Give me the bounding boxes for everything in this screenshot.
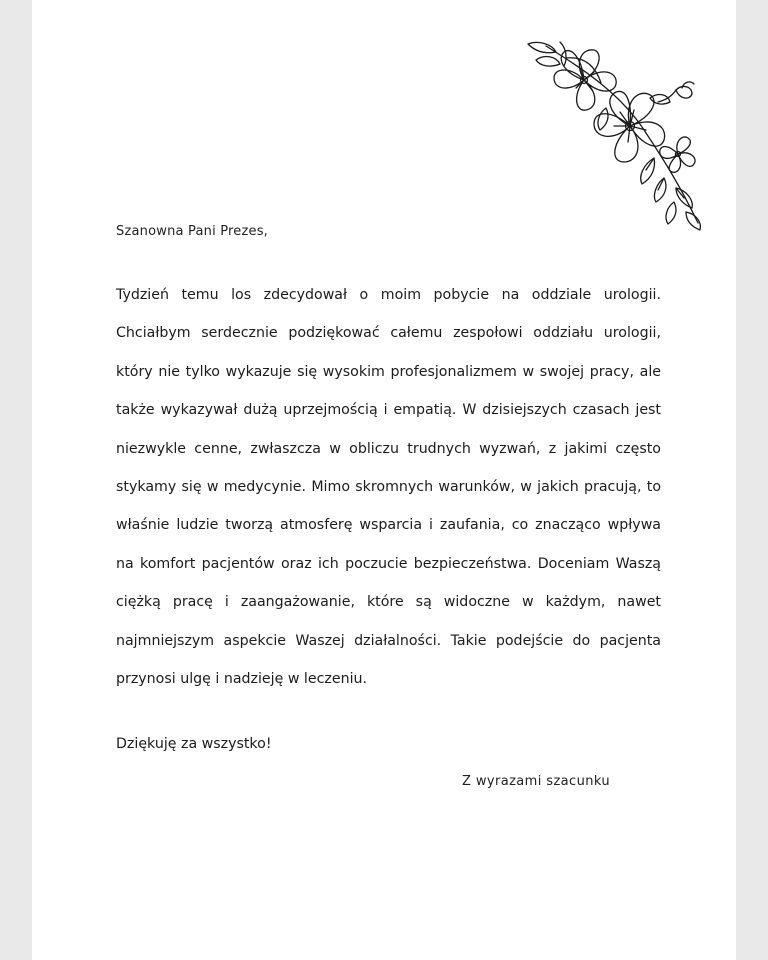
flower-corner-icon	[526, 38, 706, 233]
letter-page	[32, 0, 736, 960]
closing-line: Z wyrazami szacunku	[462, 774, 611, 789]
thanks-line: Dziękuję za wszystko!	[116, 736, 272, 752]
salutation: Szanowna Pani Prezes,	[116, 224, 269, 239]
letter-body: Tydzień temu los zdecydował o moim pobycie na oddziale urologii. Chciałbym serdecznie podziękować całemu zespołowi oddziału urologii, który nie tylko wykazuje się wysokim profesjonalizmem w swojej pracy, ale także wykazywał dużą uprzejmością i empatią. W dzisiejszych czasach jest niezwykle cenne, zwłaszcza w obliczu trudnych wyzwań, z jakimi często stykamy się w medycynie. Mimo skromnych warunków, w jakich pracują, to właśnie ludzie tworzą atmosferę wsparcia i zaufania, co znacząco wpływa na komfort pacjentów oraz ich poczucie bezpieczeństwa. Doceniam Waszą ciężką pracę i zaangażowanie, które są widoczne w każdym, nawet najmniejszym aspekcie Waszej działalności. Takie podejście do pacjenta przynosi ulgę i nadzieję w leczeniu.	[116, 287, 661, 688]
